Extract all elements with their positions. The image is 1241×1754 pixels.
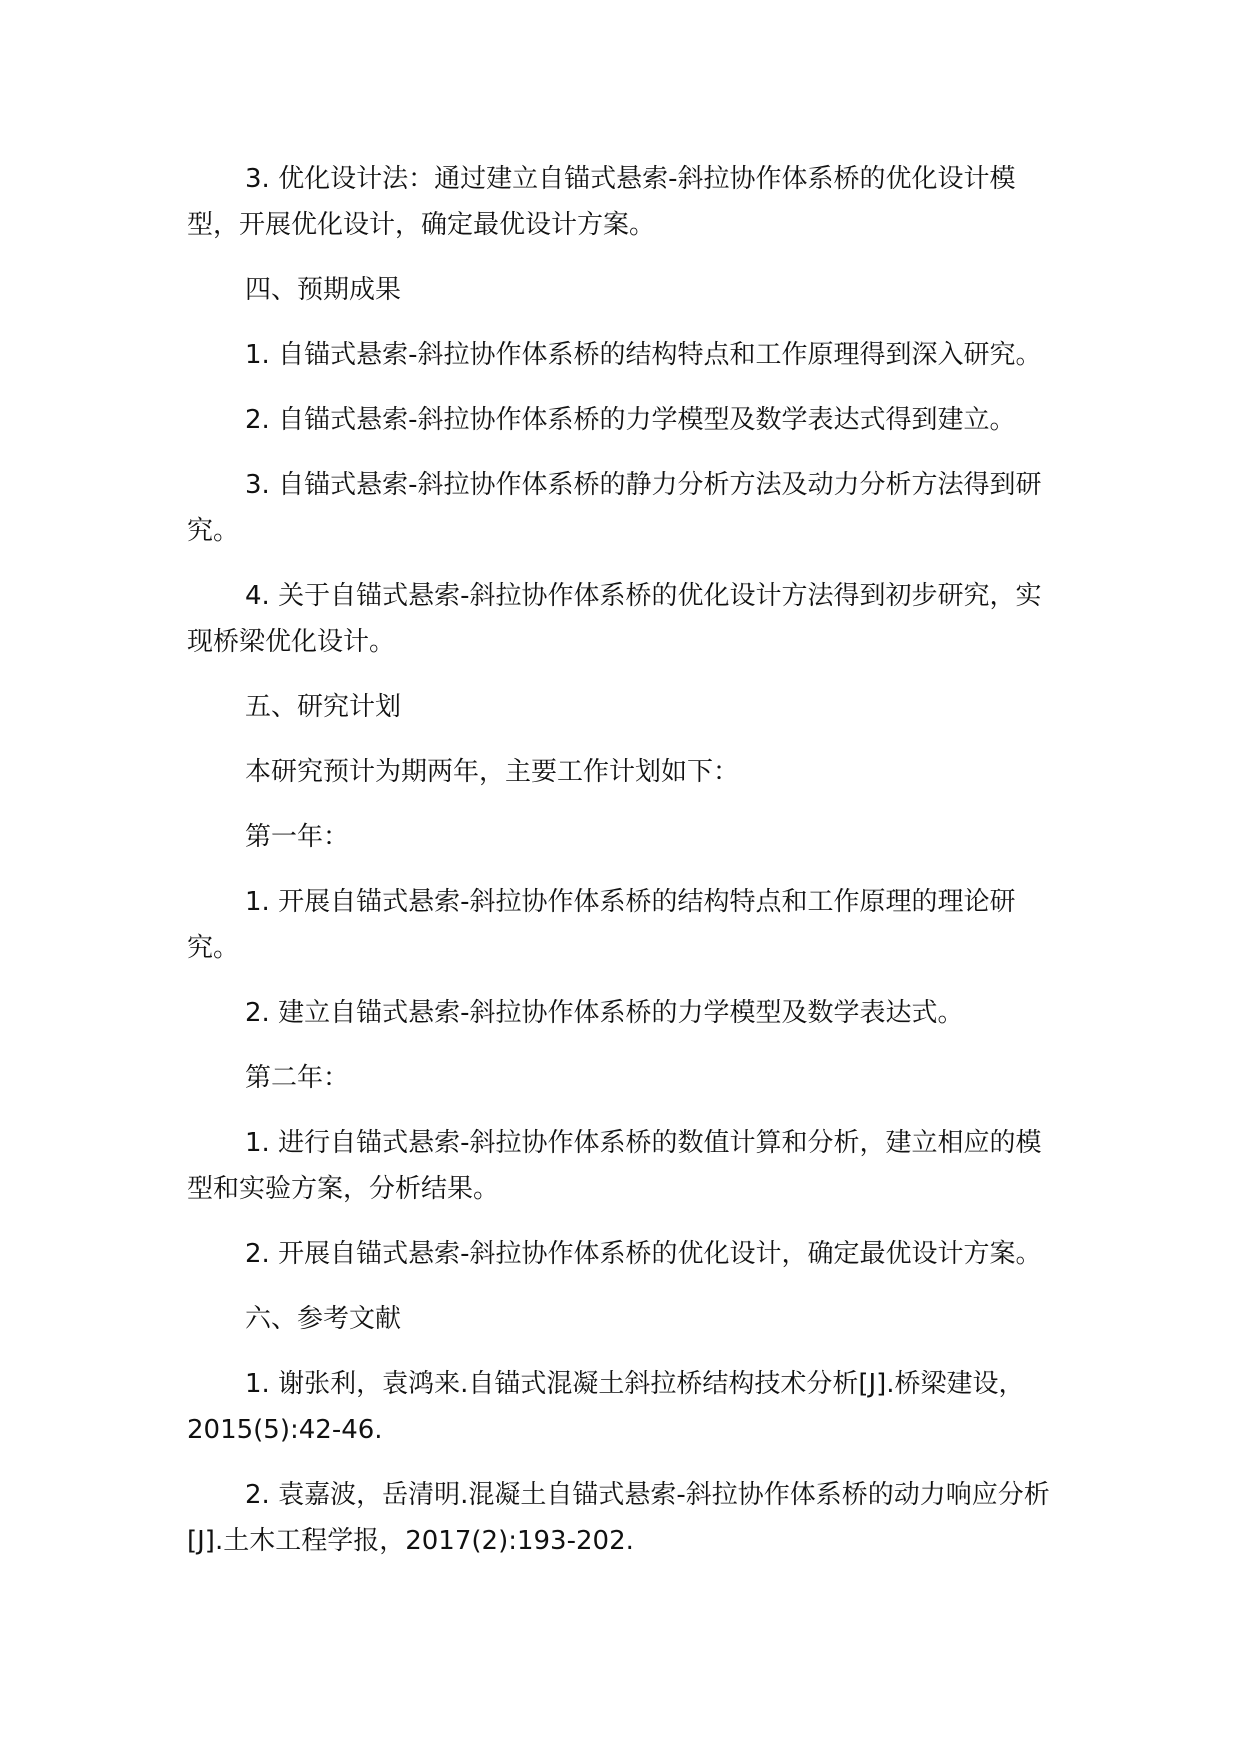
- result-4-paragraph: 4. 关于自锚式悬索-斜拉协作体系桥的优化设计方法得到初步研究，实现桥梁优化设计。: [187, 581, 1042, 657]
- result-1-paragraph: 1. 自锚式悬索-斜拉协作体系桥的结构特点和工作原理得到深入研究。: [245, 340, 1042, 370]
- result-3-paragraph: 3. 自锚式悬索-斜拉协作体系桥的静力分析方法及动力分析方法得到研究。: [187, 470, 1042, 546]
- year-1-task-2-paragraph: 2. 建立自锚式悬索-斜拉协作体系桥的力学模型及数学表达式。: [245, 998, 964, 1028]
- section-heading-references: 六、参考文献: [245, 1304, 402, 1334]
- method-3-paragraph: 3. 优化设计法：通过建立自锚式悬索-斜拉协作体系桥的优化设计模型，开展优化设计，确定最优设计方案。: [187, 164, 1016, 240]
- result-2-paragraph: 2. 自锚式悬索-斜拉协作体系桥的力学模型及数学表达式得到建立。: [245, 405, 1016, 435]
- section-heading-research-plan: 五、研究计划: [245, 692, 402, 722]
- reference-1-paragraph: 1. 谢张利，袁鸿来.自锚式混凝土斜拉桥结构技术分析[J].桥梁建设，2015(5):42-46.: [187, 1369, 1025, 1445]
- year-1-task-1-paragraph: 1. 开展自锚式悬索-斜拉协作体系桥的结构特点和工作原理的理论研究。: [187, 887, 1016, 963]
- year-2-task-2-paragraph: 2. 开展自锚式悬索-斜拉协作体系桥的优化设计，确定最优设计方案。: [245, 1239, 1042, 1269]
- plan-year-2-heading: 第二年：: [245, 1063, 350, 1093]
- document-body: [187, 156, 1067, 1583]
- section-heading-expected-results: 四、预期成果: [245, 275, 402, 305]
- reference-2-paragraph: 2. 袁嘉波，岳清明.混凝土自锚式悬索-斜拉协作体系桥的动力响应分析[J].土木工程学报，2017(2):193-202.: [187, 1480, 1050, 1556]
- plan-intro-paragraph: 本研究预计为期两年，主要工作计划如下：: [245, 757, 740, 787]
- plan-year-1-heading: 第一年：: [245, 822, 350, 852]
- year-2-task-1-paragraph: 1. 进行自锚式悬索-斜拉协作体系桥的数值计算和分析，建立相应的模型和实验方案，分析结果。: [187, 1128, 1042, 1204]
